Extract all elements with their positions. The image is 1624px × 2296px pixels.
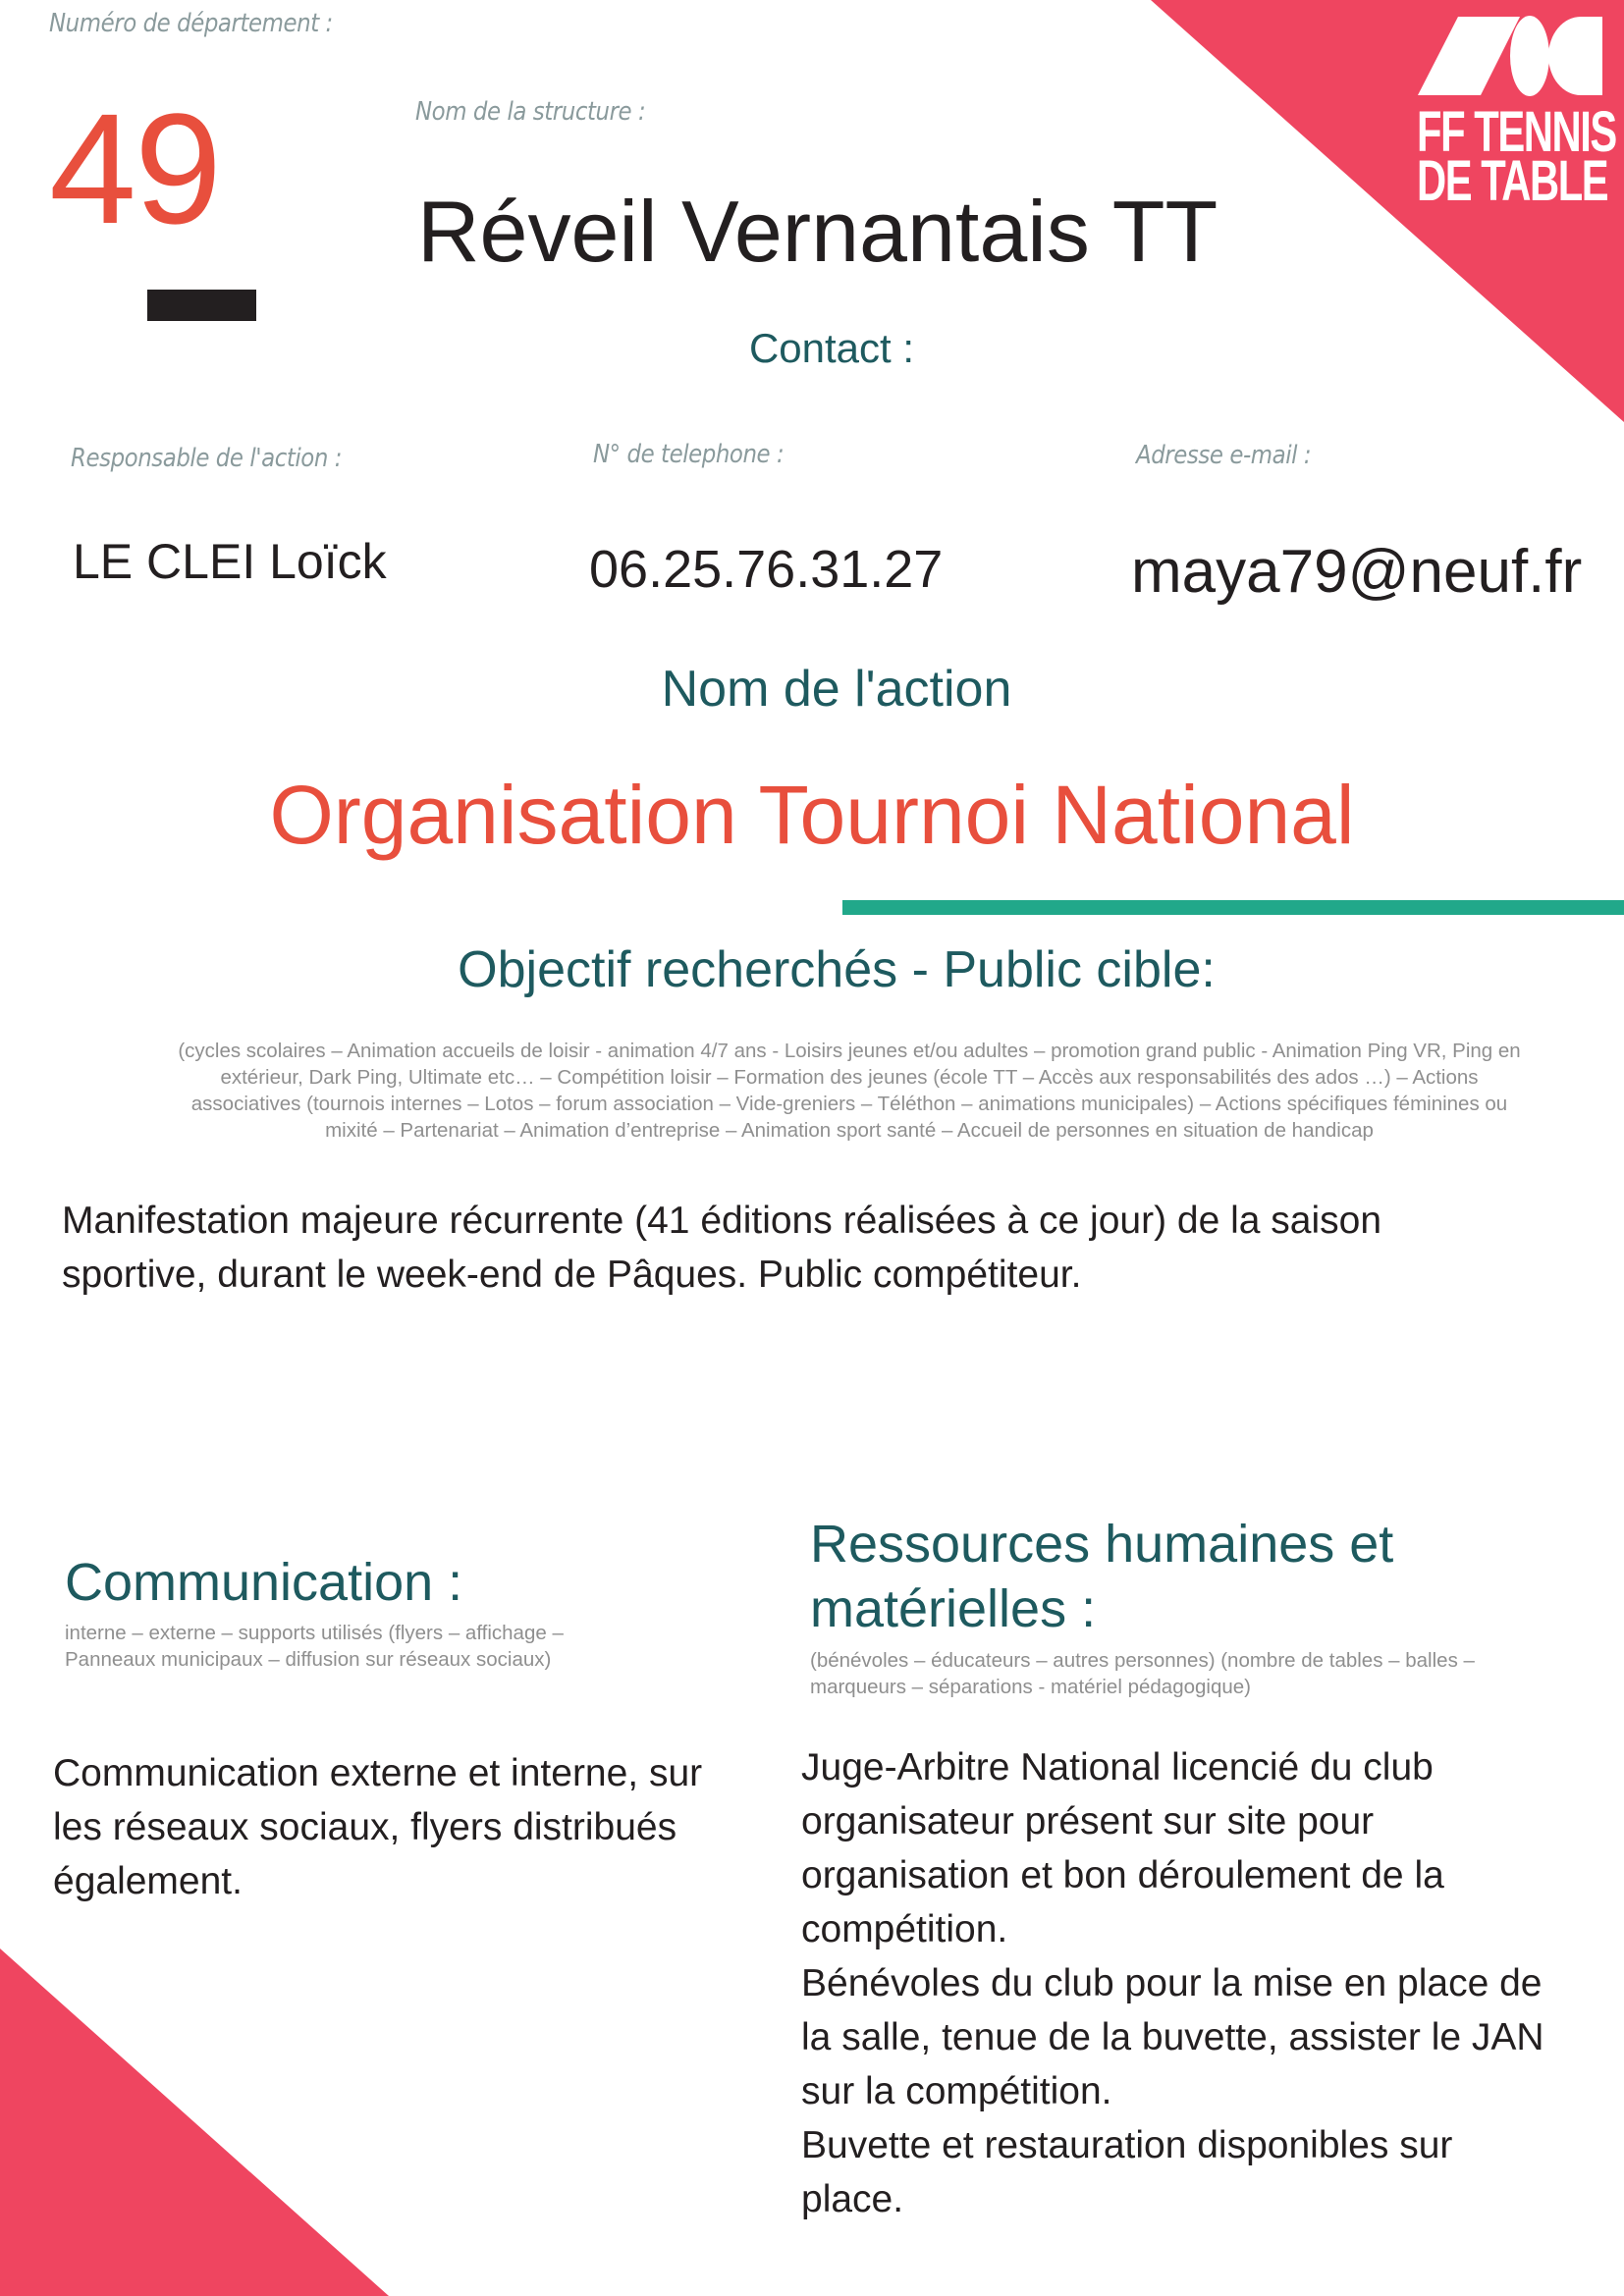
section-divider (842, 900, 1624, 915)
communication-hint: interne – externe – supports utilisés (flyers – affichage – Panneaux municipaux – diffusion sur réseaux sociaux) (65, 1622, 564, 1671)
email-label: Adresse e-mail : (1136, 441, 1312, 470)
logo-text-line1: FF TENNIS (1417, 100, 1616, 164)
structure-label: Nom de la structure : (415, 97, 646, 127)
ressources-text (801, 1740, 1547, 2226)
objectif-heading: Objectif recherchés - Public cible: (458, 941, 1216, 998)
department-underline-bar (147, 290, 256, 321)
logo-text-line2: DE TABLE (1417, 149, 1608, 213)
responsable-value: LE CLEI Loïck (73, 534, 387, 589)
bottom-left-brand-triangle (0, 1944, 393, 2296)
email-value: maya79@neuf.fr (1131, 538, 1583, 606)
phone-label: N° de telephone : (593, 440, 785, 469)
objectif-text: Manifestation majeure récurrente (41 éditions réalisées à ce jour) de la saison sportive, durant le week-end de Pâques. Public compétiteur. (62, 1200, 1382, 1296)
department-number: 49 (49, 80, 220, 256)
ressources-heading: Ressources humaines et matérielles : (810, 1515, 1394, 1638)
responsable-label: Responsable de l'action : (71, 444, 343, 473)
ressources-paragraph: Juge-Arbitre National licencié du club organisateur présent sur site pour organisation et bon déroulement de la compétition. (801, 1746, 1444, 1950)
communication-text: Communication externe et interne, sur les réseaux sociaux, flyers distribués également. (53, 1752, 703, 1902)
objectif-hint: (cycles scolaires – Animation accueils de loisir - animation 4/7 ans - Loisirs jeunes et/ou adultes – promotion grand public - Animation Ping VR, Ping en extérieur, Dark Ping, Ultimate etc… – Compétition loisir – Formation des jeunes (école TT – Accès aux responsabilités des ados …) – Actions associatives (tournois internes – Lotos – forum association – Vide-greniers – Téléthon – animations municipales) – Actions spécifiques féminines ou mixité – Partenariat – Animation d’entreprise – Animation sport santé – Accueil de personnes en situation de handicap (178, 1040, 1521, 1142)
ressources-paragraph: Bénévoles du club pour la mise en place de la salle, tenue de la buvette, assister le JAN sur la compétition. (801, 1962, 1544, 2112)
structure-name: Réveil Vernantais TT (417, 183, 1218, 280)
ressources-paragraph: Buvette et restauration disponibles sur place. (801, 2124, 1453, 2220)
phone-value: 06.25.76.31.27 (589, 540, 944, 599)
ressources-hint: (bénévoles – éducateurs – autres personnes) (nombre de tables – balles – marqueurs – séparations - matériel pédagogique) (810, 1649, 1475, 1698)
contact-heading: Contact : (748, 325, 915, 371)
action-heading: Nom de l'action (661, 661, 1012, 718)
communication-heading: Communication : (65, 1553, 463, 1612)
department-label: Numéro de département : (49, 9, 333, 38)
action-name: Organisation Tournoi National (269, 769, 1355, 861)
fftt-logo-icon (1414, 14, 1610, 102)
